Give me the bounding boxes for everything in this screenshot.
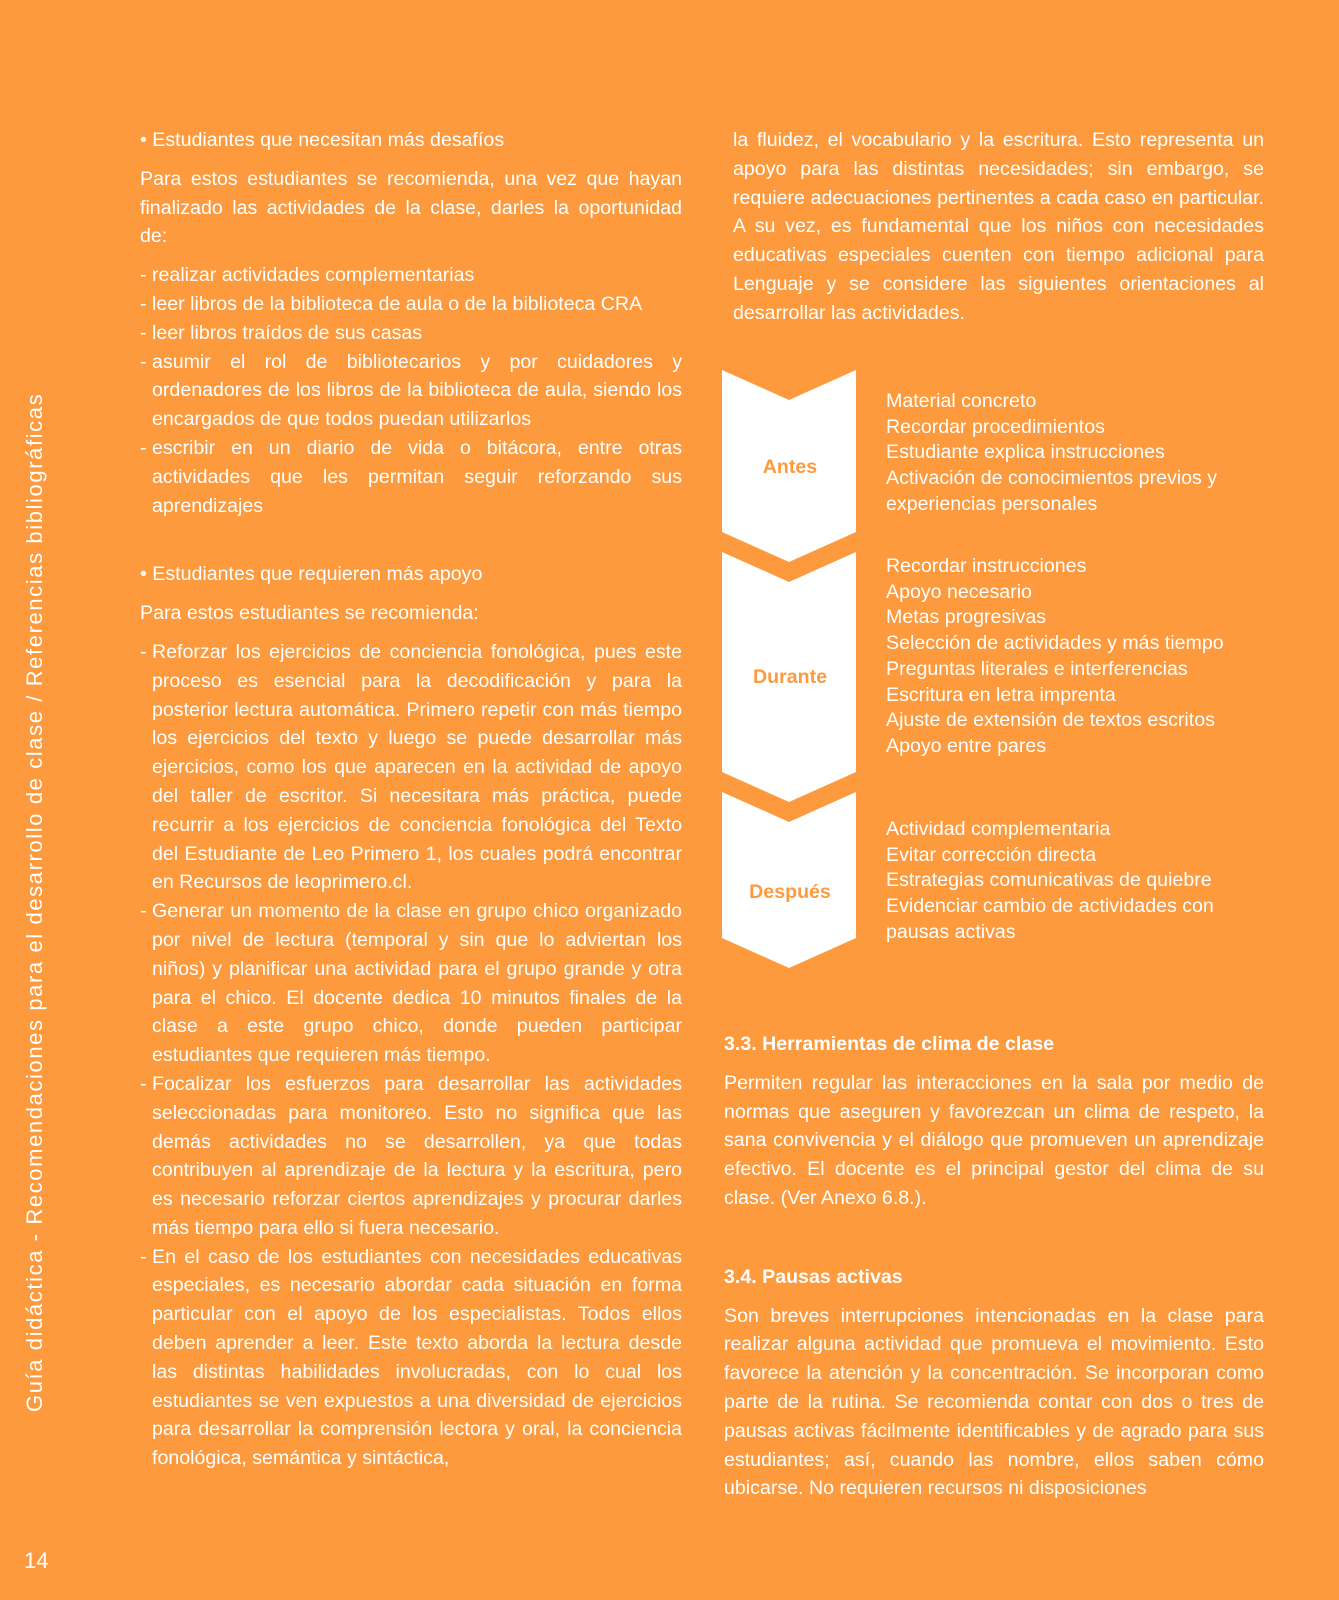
section-heading-pausas: 3.4. Pausas activas [724, 1265, 903, 1288]
list-item: Actividad complementaria [886, 818, 1111, 840]
list-item: Material concreto [886, 390, 1037, 412]
list-item: Recordar instrucciones [886, 555, 1087, 577]
paragraph-continuation: la fluidez, el vocabulario y la escritura. Esto representa un apoyo para las distintas necesidades; sin embargo, se requiere adecuaciones pertinentes a cada caso en particular. A su vez, es fundamental que los niños con necesidades educativas especiales cuenten con tiempo adicional para Lenguaje y se considere las siguientes orientaciones al desarrollar las actividades. [733, 129, 1264, 324]
side-title: Guía didáctica - Recomendaciones para el desarrollo de clase / Referencias bibliográficas [22, 392, 47, 1412]
section-heading-desafios: • Estudiantes que necesitan más desafíos [140, 129, 505, 151]
list-item: Activación de conocimientos previos y [886, 467, 1218, 490]
page-number: 14 [24, 1548, 49, 1573]
list-item: experiencias personales [886, 492, 1098, 515]
list-item: Recordar procedimientos [886, 415, 1105, 438]
paragraph-desafios-intro: Para estos estudiantes se recomienda, una vez que hayan finalizado las actividades de la clase, darles la oportunidad de: [140, 167, 682, 248]
flow-list-antes [886, 389, 1266, 518]
list-item: Apoyo entre pares [886, 734, 1047, 757]
list-apoyo [140, 638, 682, 1473]
list-item: Metas progresivas [886, 606, 1047, 629]
list-item: Escritura en letra imprenta [886, 683, 1116, 706]
list-item: - leer libros de la biblioteca de aula o de la biblioteca CRA [140, 290, 682, 319]
list-item: Estrategias comunicativas de quiebre [886, 869, 1212, 892]
list-item: Apoyo necesario [886, 580, 1032, 603]
section-heading-clima: 3.3. Herramientas de clima de clase [724, 1033, 1055, 1055]
list-item: Evidenciar cambio de actividades con [886, 895, 1214, 918]
list-item: Ajuste de extensión de textos escritos [886, 709, 1215, 732]
flow-label-antes: Antes [762, 456, 818, 478]
right-column-continuation [733, 126, 1264, 328]
list-item: - En el caso de los estudiantes con necesidades educativas especiales, es necesario abordar cada situación en forma particular con el apoyo de los especialistas. Todos ellos deben aprender a leer. Este texto aborda la lectura desde las distintas habilidades involucradas, con lo cual los estudiantes se ven expuestos a una diversidad de ejercicios para desarrollar la comprensión lectora y oral, la conciencia fonológica, semántica y sintáctica, [140, 1243, 682, 1473]
paragraph-apoyo-intro: Para estos estudiantes se recomienda: [140, 602, 479, 625]
list-item: - Focalizar los esfuerzos para desarrollar las actividades seleccionadas para monitoreo. Esto no significa que las demás actividades no se desarrollen, ya que todas contribuyen al aprendizaje de la lectura y la escritura, pero es necesario reforzar ciertos aprendizajes y procurar darles más tiempo para ello si fuera necesario. [140, 1070, 682, 1243]
list-item: - leer libros traídos de sus casas [140, 319, 682, 348]
list-item: Evitar corrección directa [886, 843, 1097, 866]
paragraph-clima: Permiten regular las interacciones en la sala por medio de normas que aseguren y favorezcan un clima de respeto, la sana convivencia y el diálogo que promueven un aprendizaje efectivo. El docente es el principal gestor del clima de su clase. (Ver Anexo 6.8.). [724, 1071, 1264, 1209]
flow-list-durante [886, 554, 1266, 760]
left-column [140, 126, 682, 1473]
flow-label-despues: Después [749, 881, 831, 903]
flow-label-durante: Durante [752, 666, 828, 688]
list-item: Preguntas literales e interferencias [886, 657, 1188, 680]
paragraph-pausas: Son breves interrupciones intencionadas en la clase para realizar alguna actividad que promueva el movimiento. Esto favorece la atención y la concentración. Se incorporan como parte de la rutina. Se recomienda contar con dos o tres de pausas activas fácilmente identificables y de agrado para sus estudiantes; así, cuando las nombre, ellos saben cómo ubicarse. No requieren recursos ni disposiciones [724, 1304, 1264, 1500]
list-item: - realizar actividades complementarias [140, 261, 682, 290]
list-item: pausas activas [886, 920, 1016, 943]
section-heading-apoyo: • Estudiantes que requieren más apoyo [140, 563, 483, 586]
list-desafios [140, 261, 682, 520]
flow-segment-despues [722, 792, 856, 968]
list-item: - asumir el rol de bibliotecarios y por cuidadores y ordenadores de los libros de la biblioteca de aula, siendo los encargados de que todos puedan utilizarlos [140, 348, 682, 434]
flow-list-despues [886, 817, 1266, 946]
list-item: - escribir en un diario de vida o bitácora, entre otras actividades que les permitan seguir reforzando sus aprendizajes [140, 434, 682, 520]
list-item: Selección de actividades y más tiempo [886, 632, 1224, 655]
list-item: - Generar un momento de la clase en grupo chico organizado por nivel de lectura (temporal y sin que lo adviertan los niños) y planificar una actividad para el grupo grande y otra para el chico. El docente dedica 10 minutos finales de la clase a este grupo chico, donde pueden participar estudiantes que requieren más tiempo. [140, 897, 682, 1070]
list-item: - Reforzar los ejercicios de conciencia fonológica, pues este proceso es esencial para la decodificación y para la posterior lectura automática. Primero repetir con más tiempo los ejercicios del texto y luego se puede desarrollar más ejercicios, como los que aparecen en la actividad de apoyo del taller de escritor. Si necesitara más práctica, puede recurrir a los ejercicios de conciencia fonológica del Texto del Estudiante de Leo Primero 1, los cuales podrá encontrar en Recursos de leoprimero.cl. [140, 638, 682, 897]
list-item: Estudiante explica instrucciones [886, 441, 1165, 464]
right-column-sections [724, 1030, 1264, 1503]
